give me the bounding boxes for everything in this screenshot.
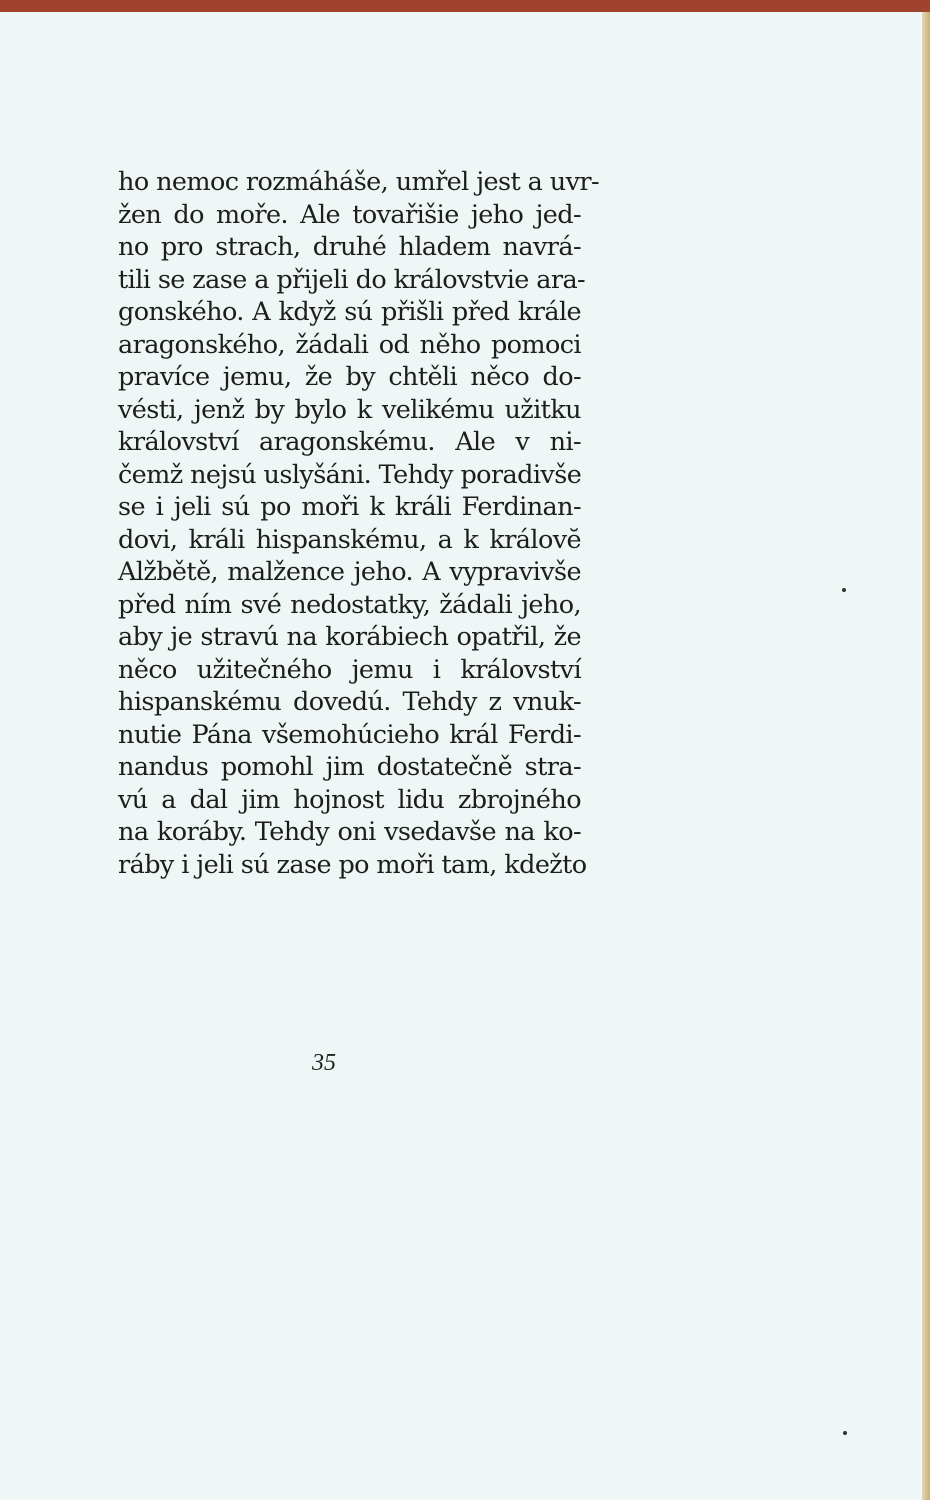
paper-speck [843, 1431, 847, 1435]
text-line: na koráby. Tehdy oni vsedavše na ko- [118, 817, 581, 847]
text-line: čemž nejsú uslyšáni. Tehdy poradivše [118, 459, 582, 490]
text-line: pravíce jemu, že by chtěli něco do- [118, 362, 581, 392]
text-line: hispanskému dovedú. Tehdy z vnuk- [118, 687, 581, 717]
text-line: království aragonskému. Ale v ni- [118, 427, 581, 457]
text-line: no pro strach, druhé hladem navrá- [118, 232, 581, 262]
text-line: vésti, jenž by bylo k velikému užitku [118, 394, 581, 425]
text-line: něco užitečného jemu i království [118, 654, 581, 685]
text-line: před ním své nedostatky, žádali jeho, [118, 589, 581, 620]
text-line: ho nemoc rozmáháše, umřel jest a uvr- [118, 167, 600, 197]
text-line: nutie Pána všemohúcieho král Ferdi- [118, 719, 581, 750]
text-line: vú a dal jim hojnost lidu zbrojného [118, 784, 581, 815]
text-line: dovi, králi hispanskému, a k královĕ [118, 524, 581, 555]
text-line: žen do moře. Ale tovařišie jeho jed- [118, 199, 581, 230]
text-line: nandus pomohl jim dostatečně stra- [118, 752, 581, 782]
text-line: aragonského, žádali od něho pomoci [118, 329, 581, 360]
book-right-edge [922, 12, 930, 1500]
page-number: 35 [312, 1050, 336, 1076]
text-line: aby je stravú na korábiech opatřil, že [118, 622, 581, 652]
text-line: gonského. A když sú přišli před krále [118, 297, 581, 327]
paper-speck [842, 588, 846, 592]
text-line: ráby i jeli sú zase po moři tam, kdežto [118, 849, 587, 880]
text-line: se i jeli sú po moři k králi Ferdinan- [118, 492, 581, 522]
book-top-edge [0, 0, 930, 12]
body-text [118, 166, 600, 881]
text-line: tili se zase a přijeli do královstvie ara- [118, 264, 586, 295]
text-line: Alžbětě, malžence jeho. A vypravivše [118, 557, 581, 587]
